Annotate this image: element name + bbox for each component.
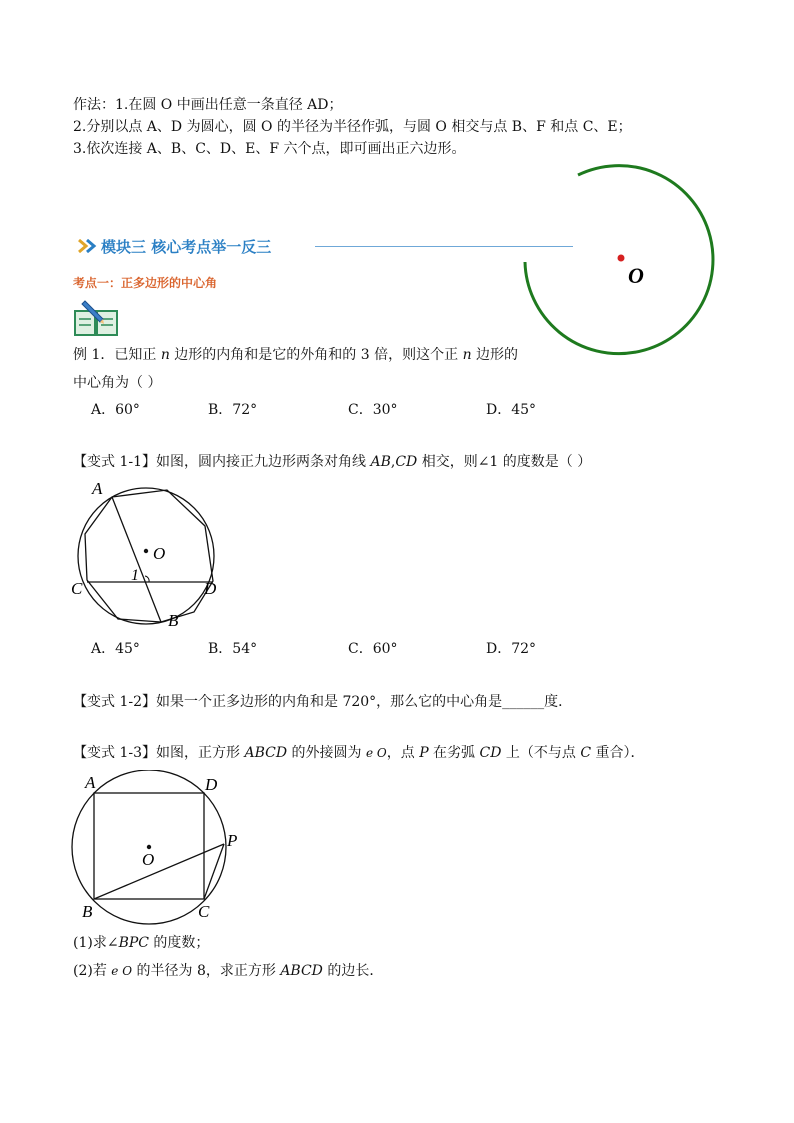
variant13-text-d: 在劣弧 bbox=[428, 745, 480, 761]
method-step-3: 3.依次连接 A、B、C、D、E、F 六个点，即可画出正六边形。 bbox=[73, 141, 466, 157]
circle-center-label: O bbox=[628, 263, 644, 288]
variant11-option-c: C．60° bbox=[348, 641, 398, 657]
example1-text-c: 边形的 bbox=[471, 347, 519, 363]
method-step-1: 作法：1.在圆 O 中画出任意一条直径 AD； bbox=[73, 97, 343, 113]
example1-n: n bbox=[160, 347, 170, 363]
variant12-tail: 度． bbox=[544, 694, 573, 710]
variant13-cd: CD bbox=[479, 745, 502, 761]
variant11-option-a: A．45° bbox=[91, 641, 140, 657]
variant13-text-b: 的外接圆为 bbox=[287, 745, 366, 761]
label-a: A bbox=[85, 773, 96, 792]
square-circle-figure bbox=[65, 770, 255, 925]
example1-n2: n bbox=[462, 347, 472, 363]
nonagon-figure bbox=[65, 476, 235, 632]
variant13-q2-c: 的边长． bbox=[322, 963, 384, 979]
circle-center-point bbox=[618, 255, 625, 262]
topic-title: 考点一：正多边形的中心角 bbox=[73, 276, 218, 290]
circle-o-figure bbox=[515, 160, 715, 360]
variant13-q2-abcd: ABCD bbox=[280, 963, 323, 979]
variant12-text: 【变式 1-2】如果一个正多边形的内角和是 720°，那么它的中心角是 bbox=[73, 694, 503, 710]
section-title: 模块三 核心考点举一反三 bbox=[101, 238, 272, 256]
example1-text-b: 边形的内角和是它的外角和的 3 倍，则这个正 bbox=[169, 347, 463, 363]
label-d: D bbox=[204, 579, 217, 598]
label-b: B bbox=[168, 611, 179, 630]
segment-cp bbox=[204, 844, 224, 899]
variant13-circle-o: e O bbox=[365, 746, 387, 760]
example1-option-d: D．45° bbox=[486, 402, 537, 418]
variant11-text-b: 相交，则∠1 的度数是（ ） bbox=[417, 454, 592, 470]
variant13-q2-circle: e O bbox=[111, 964, 133, 978]
label-b: B bbox=[82, 902, 93, 921]
label-o: O bbox=[153, 544, 166, 563]
double-chevron-icon bbox=[77, 239, 99, 253]
variant13-abcd: ABCD bbox=[244, 745, 288, 761]
example1-question bbox=[73, 345, 518, 365]
variant13-q1 bbox=[73, 933, 209, 953]
variant13-p: P bbox=[419, 745, 429, 761]
label-c: C bbox=[198, 902, 210, 921]
example1-question-line2: 中心角为（ ） bbox=[73, 375, 162, 391]
section-divider bbox=[315, 246, 573, 247]
variant11-question bbox=[73, 452, 591, 472]
variant13-text-a: 【变式 1-3】如图，正方形 bbox=[73, 745, 245, 761]
nonagon-circumcircle bbox=[78, 488, 214, 624]
variant11-option-d: D．72° bbox=[486, 641, 537, 657]
label-a: A bbox=[92, 479, 103, 498]
square-center-point bbox=[147, 845, 151, 849]
variant12-question bbox=[73, 692, 572, 712]
example1-option-c: C．30° bbox=[348, 402, 398, 418]
variant13-text-e: 上（不与点 bbox=[501, 745, 581, 761]
variant12-blank: ______ bbox=[502, 694, 545, 710]
variant13-q1-a: (1)求∠ bbox=[73, 935, 119, 951]
nonagon-center-point bbox=[144, 549, 148, 553]
label-one: 1 bbox=[131, 567, 139, 584]
variant11-option-b: B．54° bbox=[208, 641, 258, 657]
label-o: O bbox=[142, 850, 155, 869]
method-step-2: 2.分别以点 A、D 为圆心，圆 O 的半径为半径作弧，与圆 O 相交与点 B、F 和点 C、E； bbox=[73, 119, 632, 135]
label-c: C bbox=[71, 579, 83, 598]
variant13-q1-bpc: BPC bbox=[118, 935, 149, 951]
variant11-comma: , bbox=[390, 454, 396, 470]
example1-option-b: B．72° bbox=[208, 402, 258, 418]
variant11-cd: CD bbox=[395, 454, 418, 470]
label-d: D bbox=[205, 775, 218, 794]
variant11-text-a: 【变式 1-1】如图，圆内接正九边形两条对角线 bbox=[73, 454, 371, 470]
variant11-ab: AB bbox=[370, 454, 391, 470]
example1-option-a: A．60° bbox=[91, 402, 140, 418]
example1-text-a: 例 1．已知正 bbox=[73, 347, 161, 363]
book-pencil-icon bbox=[73, 297, 119, 337]
nonagon-polygon bbox=[85, 490, 213, 622]
variant13-question bbox=[73, 743, 645, 763]
label-p: P bbox=[227, 831, 238, 850]
variant13-text-c: ，点 bbox=[386, 745, 420, 761]
variant13-q2 bbox=[73, 961, 383, 981]
variant13-q2-b: 的半径为 8，求正方形 bbox=[132, 963, 281, 979]
section-header bbox=[73, 235, 573, 259]
variant13-q2-a: (2)若 bbox=[73, 963, 112, 979]
variant13-q1-b: 的度数； bbox=[148, 935, 210, 951]
variant13-c: C bbox=[580, 745, 592, 761]
variant13-text-f: 重合）． bbox=[591, 745, 645, 761]
